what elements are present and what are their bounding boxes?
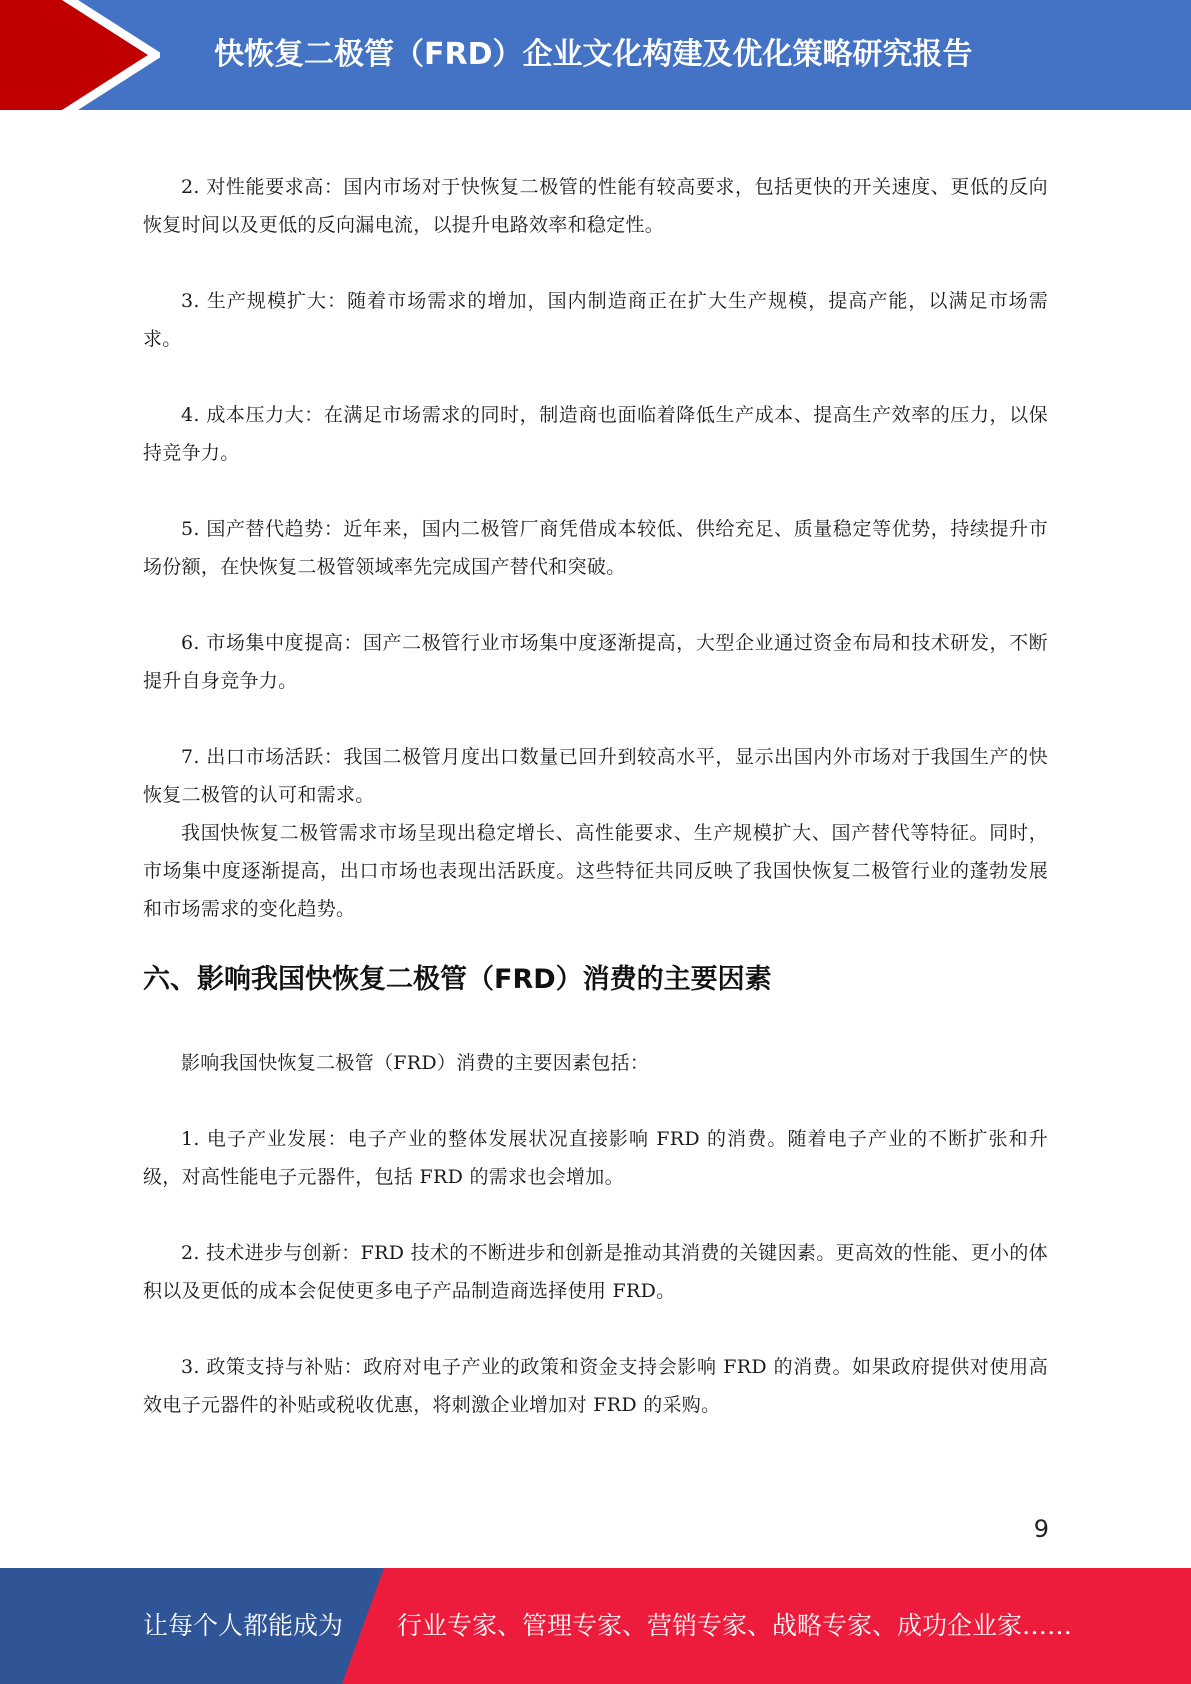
paragraph: 4. 成本压力大：在满足市场需求的同时，制造商也面临着降低生产成本、提高生产效率的压力，以保持竞争力。 [143, 404, 1048, 464]
paragraph: 7. 出口市场活跃：我国二极管月度出口数量已回升到较高水平，显示出国内外市场对于我国生产的快恢复二极管的认可和需求。 [143, 746, 1048, 806]
header-chevron-icon [0, 0, 160, 110]
paragraph: 3. 生产规模扩大：随着市场需求的增加，国内制造商正在扩大生产规模，提高产能，以满足市场需求。 [143, 290, 1048, 350]
paragraph: 6. 市场集中度提高：国产二极管行业市场集中度逐渐提高，大型企业通过资金布局和技术研发，不断提升自身竞争力。 [143, 632, 1048, 692]
section-intro: 影响我国快恢复二极管（FRD）消费的主要因素包括： [181, 1052, 650, 1074]
page-header [0, 0, 1191, 110]
paragraph: 2. 对性能要求高：国内市场对于快恢复二极管的性能有较高要求，包括更快的开关速度、更低的反向恢复时间以及更低的反向漏电流，以提升电路效率和稳定性。 [143, 176, 1048, 236]
page-footer [0, 1568, 1191, 1684]
page-number: 9 [1033, 1515, 1049, 1543]
summary-paragraph: 我国快恢复二极管需求市场呈现出稳定增长、高性能要求、生产规模扩大、国产替代等特征。同时，市场集中度逐渐提高，出口市场也表现出活跃度。这些特征共同反映了我国快恢复二极管行业的蓬勃发展和市场需求的变化趋势。 [143, 822, 1048, 920]
paragraph: 2. 技术进步与创新：FRD 技术的不断进步和创新是推动其消费的关键因素。更高效的性能、更小的体积以及更低的成本会促使更多电子产品制造商选择使用 FRD。 [143, 1242, 1048, 1302]
footer-slogan-right: 行业专家、管理专家、营销专家、战略专家、成功企业家…… [397, 1611, 1073, 1640]
footer-slogan-left: 让每个人都能成为 [143, 1611, 344, 1640]
page-content [143, 168, 1048, 1424]
paragraph: 5. 国产替代趋势：近年来，国内二极管厂商凭借成本较低、供给充足、质量稳定等优势，持续提升市场份额，在快恢复二极管领域率先完成国产替代和突破。 [143, 518, 1048, 578]
header-title: 快恢复二极管（FRD）企业文化构建及优化策略研究报告 [214, 37, 973, 72]
paragraph: 3. 政策支持与补贴：政府对电子产业的政策和资金支持会影响 FRD 的消费。如果政府提供对使用高效电子元器件的补贴或税收优惠，将刺激企业增加对 FRD 的采购。 [143, 1356, 1048, 1416]
paragraph: 1. 电子产业发展：电子产业的整体发展状况直接影响 FRD 的消费。随着电子产业的不断扩张和升级，对高性能电子元器件，包括 FRD 的需求也会增加。 [143, 1128, 1048, 1188]
section-heading: 六、影响我国快恢复二极管（FRD）消费的主要因素 [143, 964, 772, 995]
